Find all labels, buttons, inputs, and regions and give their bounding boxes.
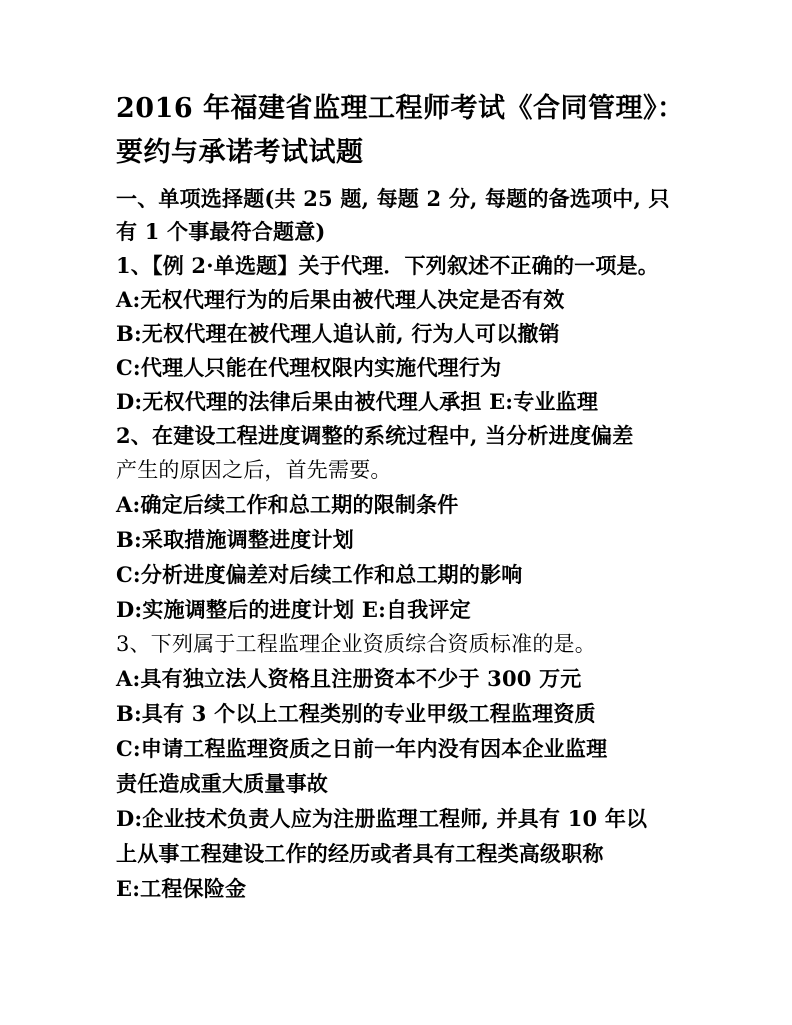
- question-2-option-d-e: D:实施调整后的进度计划 E:自我评定: [116, 597, 471, 622]
- question-2-stem-line-1: 2、在建设工程进度调整的系统过程中, 当分析进度偏差: [116, 423, 634, 448]
- question-3-option-b: B:具有 3 个以上工程类别的专业甲级工程监理资质: [116, 701, 596, 726]
- question-2-option-c: C:分析进度偏差对后续工作和总工期的影响: [116, 562, 523, 587]
- question-1-option-a: A:无权代理行为的后果由被代理人决定是否有效: [116, 287, 565, 312]
- document-title-line-2: 要约与承诺考试试题: [116, 137, 364, 168]
- question-3-option-a: A:具有独立法人资格且注册资本不少于 300 万元: [116, 666, 582, 691]
- question-3-stem: 3、下列属于工程监理企业资质综合资质标准的是。: [116, 632, 596, 656]
- question-1-option-b: B:无权代理在被代理人追认前, 行为人可以撤销: [116, 321, 560, 346]
- section-header-line-2: 有 1 个事最符合题意): [116, 219, 326, 244]
- question-1-stem: 1、【例 2·单选题】关于代理．下列叙述不正确的一项是。: [116, 253, 659, 278]
- question-2-stem-line-2: 产生的原因之后，首先需要。: [116, 458, 392, 482]
- question-2-option-a: A:确定后续工作和总工期的限制条件: [116, 492, 459, 517]
- question-3-option-c-line-1: C:申请工程监理资质之日前一年内没有因本企业监理: [116, 736, 608, 761]
- question-3-option-e: E:工程保险金: [116, 876, 247, 901]
- document-title-line-1: 2016 年福建省监理工程师考试《合同管理》：: [116, 93, 685, 124]
- question-3-option-d-line-1: D:企业技术负责人应为注册监理工程师, 并具有 10 年以: [116, 806, 648, 831]
- question-1-option-d-e: D:无权代理的法律后果由被代理人承担 E:专业监理: [116, 389, 599, 414]
- question-3-option-d-line-2: 上从事工程建设工作的经历或者具有工程类高级职称: [116, 841, 604, 866]
- question-2-option-b: B:采取措施调整进度计划: [116, 527, 354, 552]
- section-header-line-1: 一、单项选择题(共 25 题, 每题 2 分, 每题的备选项中, 只: [116, 186, 670, 211]
- question-3-option-c-line-2: 责任造成重大质量事故: [116, 771, 328, 796]
- question-1-option-c: C:代理人只能在代理权限内实施代理行为: [116, 355, 502, 380]
